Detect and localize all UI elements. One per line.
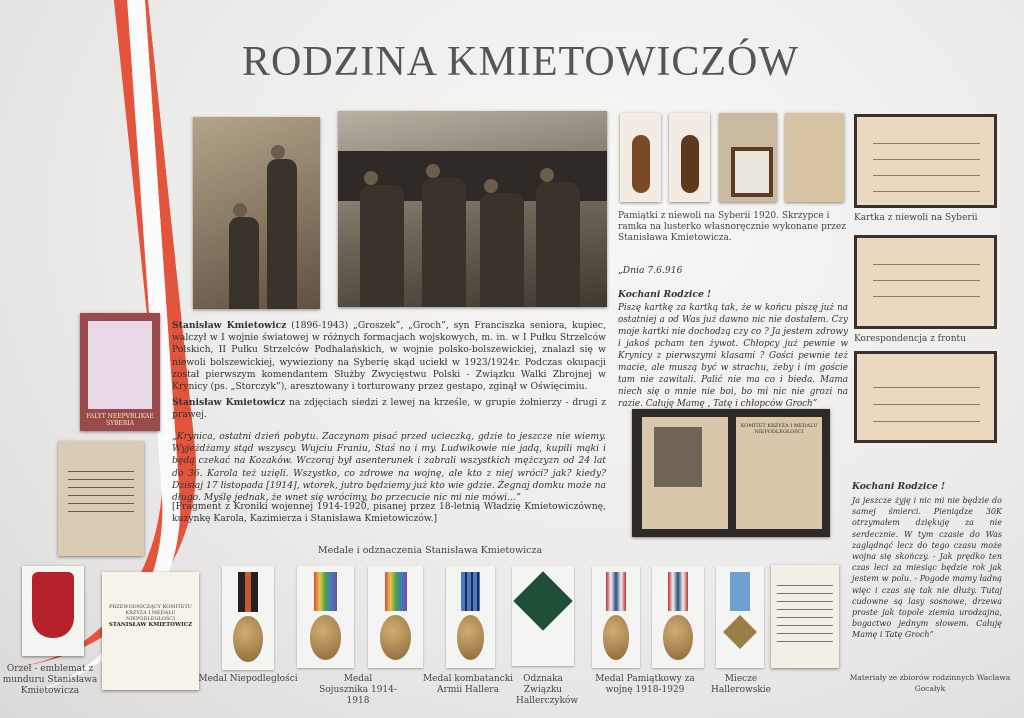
medal-war-1918-reverse xyxy=(652,566,704,668)
letter2-body: Ja jeszcze żyję i nic mi nie będzie do samej śmierci. Pieniądze 30K otrzymałem dziękuję za nie serdecznie. W tym czasie do Was zaglądnąć lecz do tego czasu może wojna się skończy. - Jak prędko ten czas leci za miesiąc będzie rok jak jestem w polu. - Pogode mamy ładną więc i czas się tak nie dłuży. Tutaj cudowne są lasy sosnowe, drzewa proste jak topole ziemia urodzajna, bogactwo jednym słowem. Całuję Mamę i Tatę Groch” xyxy=(852,496,1002,640)
portrait-photo-two-soldiers xyxy=(193,117,320,309)
eagle-emblem-photo xyxy=(22,566,84,656)
letter1-date: „Dnia 7.6.916 xyxy=(618,265,683,276)
letter2-greeting: Kochani Rodzice ! xyxy=(852,481,946,492)
diploma-document: FALYT NEEPVBLIKAE SYBERIA xyxy=(80,313,160,431)
medal-war-1918 xyxy=(592,566,640,668)
violin-photo xyxy=(620,113,661,202)
haller-swords xyxy=(716,566,764,668)
source-note: Materiały ze zbiorów rodzinnych Wacława Gocałyk xyxy=(849,673,1011,693)
biography-text: Stanisław Kmietowicz (1896-1943) „Groszek”, „Groch”, syn Franciszka seniora, kupiec, walczył w I wojnie światowej w różnych formacjach wojskowych, m. in. w I Pułku Strzelców Polskich, II Pułku Strzelców Podhalańskich, w wojnie polsko-bolszewickiej, znalazł się w niewoli bolszewickiej, wywieziony na Syberię skąd uciekł w 1923/1924r. Podczas okupacji został pierwszym komendantem Służby Zwycięstwu Polski - Związku Walki Zbrojnej w Krynicy (ps. „Storczyk”), aresztowany i torturowany przez gestapo, zginął w Oświęcimiu. xyxy=(172,320,606,393)
carved-box-photo xyxy=(785,113,844,202)
independence-certificate: PRZEWODNICZĄCY KOMITETU KRZYŻA I MEDALU NIEPODLEGŁOŚCI STANISŁAW KMIETOWICZ xyxy=(102,572,199,690)
violin-back-photo xyxy=(669,113,710,202)
photo-note-text: Stanisław Kmietowicz na zdjęciach siedzi z lewej na krześle, w grupie żołnierzy - drugi z prawej. xyxy=(172,397,606,421)
letter1-greeting: Kochani Rodzice ! xyxy=(618,289,712,300)
certificate-document xyxy=(58,441,144,556)
medals-heading: Medale i odznaczenia Stanisława Kmietowicza xyxy=(317,545,543,556)
postcard-siberia xyxy=(854,114,997,208)
medal-independence xyxy=(222,566,274,670)
independence-id-card: KOMITET KRZYŻA I MEDALU NIEPODLEGŁOŚCI xyxy=(632,409,830,537)
chronicle-quote: „Krynica, ostatni dzień pobytu. Zaczynam pisać przed ucieczką, gdzie to jeszcze nie wiemy. Wyjeżdżamy stąd wszyscy. Wujciu Franiu, Staś no i my. Ludwikowie nie jadą, kupili mąki i będą czekać na Kozaków. Wczoraj był asenterunek i zabrali wszystkich mężczyzn od 24 lat do 36. Karola też uzięli. Wszystko, co zdrowe na wojnę, ale kto z niej wróci? jak? kiedy? Dzisiaj 17 listopada [1914], wtorek, jutro będziemy już kto wie gdzie. Żegnaj domku może na długo. Myślę jednak, że wnet się wrócimy, bo przecucie nic mi nie mówi…” xyxy=(172,431,606,504)
medal-haller-army xyxy=(446,566,495,668)
badge-hallerczycy xyxy=(512,566,574,666)
postcard-front-caption: Korespondencja z frontu xyxy=(854,334,966,344)
medal-ally xyxy=(297,566,354,668)
medal-ribbon xyxy=(238,572,259,612)
haller-swords-label: Miecze Hallerowskie xyxy=(711,674,771,695)
medal-ally-label: Medal Sojusznika 1914-1918 xyxy=(319,674,397,706)
medal-ally-reverse xyxy=(368,566,423,668)
siberia-caption: Pamiątki z niewoli na Syberii 1920. Skrzypce i ramka na lusterko własnoręcznie wykonane przez Stanisława Kmietowicza. xyxy=(618,211,846,243)
postcard-siberia-caption: Kartka z niewoli na Syberii xyxy=(854,213,978,223)
page-title: RODZINA KMIETOWICZÓW xyxy=(242,39,799,85)
identity-document xyxy=(771,565,839,668)
postcard-front xyxy=(854,235,997,329)
medal-war-1918-label: Medal Pamiątkowy za wojnę 1918-1929 xyxy=(595,674,695,695)
medal-haller-army-label: Medal kombatancki Armii Hallera xyxy=(422,674,514,695)
group-photo-soldiers xyxy=(338,111,607,307)
letter1-body: Piszę kartkę za kartką tak, że w końcu piszę już na ostatniej a od Was już dawno nic nie dostałem. Czy moje kartki nie dochodzą czy co ? Ja jestem zdrowy i jakoś pcham ten żywot. Chłopcy już pewnie w Krynicy z pierwszymi klasami ? Gości pewnie też macie, ale muszą być w strachu, żeby i im goście tam nie zawitali. Palić nie ma co i bieda. Mama niech się o mnie nie boi, bo mi nic nie grozi na razie. Całuję Mamę , Tatę i chłopców Groch” xyxy=(618,303,848,409)
mirror-frame-photo xyxy=(719,113,777,202)
eagle-caption: Orzeł - emblemat z munduru Stanisława Kmietowicza xyxy=(2,664,98,696)
badge-hallerczycy-label: Odznaka Związku Hallerczyków xyxy=(516,674,579,706)
medal-independence-label: Medal Niepodległości xyxy=(198,674,298,684)
chronicle-source: [Fragment z Kroniki wojennej 1914-1920, pisanej przez 18-letnią Władzię Kmietowiczównę, kuzynkę Karola, Kazimierza i Stanisława Kmietowiczów.] xyxy=(172,501,606,525)
postcard-address xyxy=(854,351,997,443)
